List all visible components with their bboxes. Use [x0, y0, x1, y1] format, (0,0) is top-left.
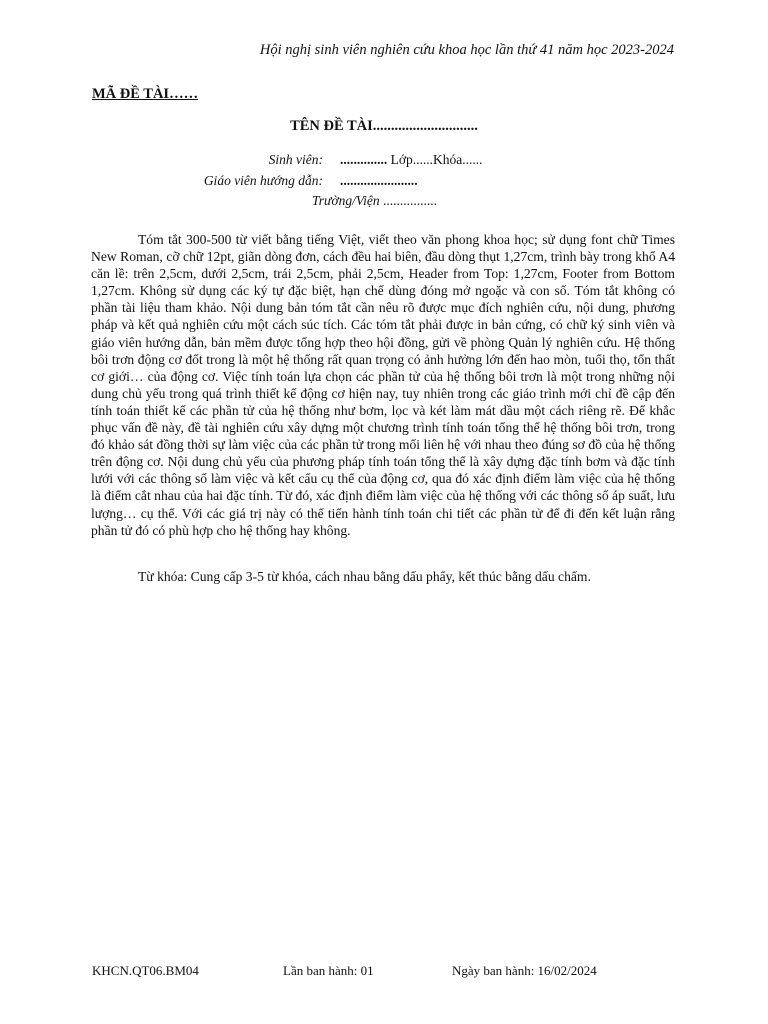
- footer-issue: Lần ban hành: 01: [283, 963, 374, 978]
- school-value: ................: [379, 193, 437, 208]
- footer-issue-date: Ngày ban hành: 16/02/2024: [452, 963, 597, 978]
- topic-code: MÃ ĐỀ TÀI……: [92, 86, 199, 102]
- student-info: [340, 152, 483, 168]
- school-row: [312, 193, 437, 209]
- topic-title: TÊN ĐỀ TÀI.............................: [290, 118, 478, 134]
- class-text: Lớp......Khóa......: [390, 152, 483, 167]
- keywords-line: Từ khóa: Cung cấp 3-5 từ khóa, cách nhau bằng dấu phẩy, kết thúc bằng dấu chấm.: [138, 569, 591, 584]
- student-label: Sinh viên:: [268, 152, 323, 167]
- advisor-label: Giáo viên hướng dẫn:: [203, 173, 323, 188]
- conference-header: Hội nghị sinh viên nghiên cứu khoa học lần thứ 41 năm học 2023-2024: [259, 42, 674, 58]
- footer-form-code: KHCN.QT06.BM04: [92, 963, 199, 978]
- school-label: Trường/Viện: [312, 193, 380, 208]
- abstract-paragraph: Tóm tắt 300-500 từ viết bằng tiếng Việt, viết theo văn phong khoa học; sử dụng font chữ Times New Roman, cỡ chữ 12pt, giãn dòng đơn, cách đều hai biên, đầu dòng thụt 1,27cm, trình bày trong khổ A4 căn lề: trên 2,5cm, dưới 2,5cm, trái 2,5cm, phải 2,5cm, Header from Top: 1,27cm, Footer from Bottom 1,27cm. Không sử dụng các ký tự đặc biệt, hạn chế dùng đóng mở ngoặc và con số. Tóm tắt không có phần tài liệu tham khảo. Nội dung bản tóm tắt cần nêu rõ được mục đích nghiên cứu, nội dung, phương pháp và kết quả nghiên cứu một cách súc tích. Các tóm tắt phải được in bản cứng, có chữ ký sinh viên và giáo viên hướng dẫn, bản mềm được tổng hợp theo hội đồng, gửi về phòng Quản lý nghiên cứu. Hệ thống bôi trơn động cơ đốt trong là một hệ thống rất quan trọng có ảnh hưởng lớn đến hao mòn, tuổi thọ, tổn thất cơ giới… của động cơ. Việc tính toán lựa chọn các phần tử của hệ thống bôi trơn là một trong những nội dung chủ yếu trong quá trình thiết kế động cơ hiện nay, tuy nhiên trong các giáo trình mới chỉ đề cập đến tính toán thiết kế các phần tử của hệ thống như bơm, lọc và két làm mát dầu một cách riêng rẽ. Để khắc phục vấn đề này, đề tài nghiên cứu xây dựng một chương trình tính toán tổng thể hệ thống bôi trơn, trong đó khảo sát đồng thời sự làm việc của các phần tử trong mối liên hệ với nhau theo đúng sơ đồ của hệ thống trên động cơ. Nội dung chủ yếu của phương pháp tính toán tổng thể là xây dựng đặc tính bơm và đặc tính lưới với các thông số làm việc và kết cấu cụ thể của động cơ, qua đó xác định điểm làm việc của hệ thống là điểm cắt nhau của hai đặc tính. Từ đó, xác định điểm làm việc của hệ thống với các thông số áp suất, lưu lượng… cụ thể. Với các giá trị này có thể tiến hành tính toán chi tiết các phần tử để đi đến kết luận rằng phần tử đó có phù hợp cho hệ thống hay không.: [91, 232, 675, 538]
- advisor-value: .......................: [340, 173, 418, 188]
- student-value: ..............: [340, 152, 388, 167]
